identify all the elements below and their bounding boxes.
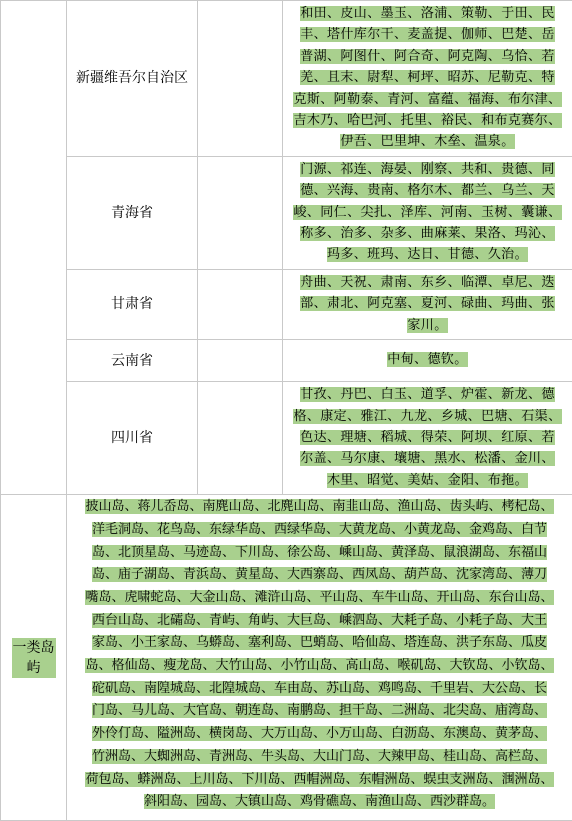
- island-line-text: 西台山岛、北礵岛、青屿、角屿、大巨岛、嵊泗岛、大耗子岛、小耗子岛、大王: [92, 613, 547, 628]
- county-line-text: 称多、治多、杂多、曲麻莱、果洛、玛沁、: [300, 226, 555, 241]
- county-line: [289, 406, 566, 427]
- island-line: [69, 632, 570, 655]
- category-blank-cell: [1, 1, 67, 495]
- county-line-text: 峻、同仁、尖扎、泽库、河南、玉树、囊谦、: [293, 205, 561, 220]
- table-row: [1, 340, 572, 382]
- county-line-text: 格、康定、雅江、九龙、乡城、巴塘、石渠、: [293, 409, 561, 424]
- county-line-text: 羌、且末、尉犁、柯坪、昭苏、尼勒克、特: [300, 70, 555, 85]
- county-line-text: 伊吾、巴里坤、木垒、温泉。: [340, 134, 514, 149]
- county-list-cell: [283, 382, 572, 495]
- county-line: [289, 272, 566, 293]
- county-line-text: 和田、皮山、墨玉、洛浦、策勒、于田、民: [300, 6, 555, 21]
- county-line-text: 普湖、阿图什、阿合奇、阿克陶、乌恰、若: [300, 49, 555, 64]
- county-line: [289, 223, 566, 244]
- county-line: [289, 293, 566, 314]
- region-name: 青海省: [111, 205, 153, 221]
- county-line: [289, 315, 566, 336]
- island-line-text: 家岛、小王家岛、乌蟒岛、塞利岛、巴蛸岛、哈仙岛、塔连岛、洪子东岛、瓜皮: [92, 635, 547, 650]
- county-line-text: 家川。: [407, 318, 447, 333]
- table-row: [1, 269, 572, 339]
- island-line: [69, 723, 570, 746]
- island-line: [69, 700, 570, 723]
- island-line: [69, 519, 570, 542]
- county-list-cell: [283, 156, 572, 269]
- county-line: [289, 131, 566, 152]
- island-line-text: 门岛、马儿岛、大官岛、朝连岛、南鹏岛、担干岛、二洲岛、北尖岛、庙湾岛、: [92, 703, 547, 718]
- island-line: [69, 791, 570, 814]
- region-name: 云南省: [111, 353, 153, 369]
- blank-cell: [198, 382, 283, 495]
- island-line-text: 砣矶岛、南隍城岛、北隍城岛、车由岛、苏山岛、鸡鸣岛、千里岩、大公岛、长: [92, 681, 547, 696]
- region-name: 甘肃省: [111, 296, 153, 312]
- county-line: [289, 349, 566, 370]
- county-line-text: 甘孜、丹巴、白玉、道孚、炉霍、新龙、德: [300, 387, 555, 402]
- region-name-cell: [67, 382, 198, 495]
- county-line: [289, 244, 566, 265]
- county-line-text: 德、兴海、贵南、格尔木、都兰、乌兰、天: [300, 183, 555, 198]
- island-line-text: 披山岛、蒋儿岙岛、南麂山岛、北麂山岛、南韭山岛、渔山岛、齿头屿、栲杞岛、: [85, 499, 553, 514]
- blank-cell: [198, 269, 283, 339]
- county-line-text: 克斯、阿勒泰、青河、富蕴、福海、布尔津、: [293, 92, 561, 107]
- county-line-text: 中甸、德钦。: [387, 352, 467, 367]
- county-line-text: 色达、理塘、稻城、得荣、阿坝、红原、若: [300, 430, 555, 445]
- county-line: [289, 67, 566, 88]
- island-line-text: 岛、格仙岛、瘦龙岛、大竹山岛、小竹山岛、高山岛、喉矶岛、大钦岛、小钦岛、: [85, 658, 553, 673]
- county-line-text: 尔盖、马尔康、壤塘、黑水、松潘、金川、: [300, 451, 555, 466]
- county-line: [289, 46, 566, 67]
- island-line: [69, 542, 570, 565]
- region-name-cell: [67, 269, 198, 339]
- county-list-cell: [283, 269, 572, 339]
- county-line-text: 玛多、班玛、达日、甘德、久治。: [327, 247, 528, 262]
- region-name: 新疆维吾尔自治区: [76, 70, 188, 86]
- county-list-cell: [283, 1, 572, 157]
- island-line-text: 嘴岛、虎啸蛇岛、大金山岛、滩浒山岛、平山岛、车牛山岛、开山岛、东台山岛、: [85, 590, 553, 605]
- county-line: [289, 202, 566, 223]
- island-line-text: 洋毛洞岛、花鸟岛、东绿华岛、西绿华岛、大黄龙岛、小黄龙岛、金鸡岛、白节: [92, 522, 547, 537]
- county-line: [289, 159, 566, 180]
- county-line-text: 木里、昭觉、美姑、金阳、布拖。: [327, 473, 528, 488]
- island-line-text: 竹洲岛、大蜘洲岛、青洲岛、牛头岛、大山门岛、大辣甲岛、桂山岛、高栏岛、: [92, 749, 547, 764]
- county-line: [289, 384, 566, 405]
- county-line: [289, 448, 566, 469]
- island-line-text: 外伶仃岛、隘洲岛、横岗岛、大万山岛、小万山岛、白沥岛、东澳岛、黄茅岛、: [92, 726, 547, 741]
- county-line: [289, 89, 566, 110]
- county-line-text: 丰、塔什库尔干、麦盖提、伽师、巴楚、岳: [300, 27, 555, 42]
- table-row: [1, 1, 572, 157]
- county-line-text: 部、肃北、阿克塞、夏河、碌曲、玛曲、张: [300, 296, 555, 311]
- county-list-cell: [283, 340, 572, 382]
- county-line-text: 舟曲、天祝、肃南、东乡、临潭、卓尼、迭: [300, 275, 555, 290]
- county-line: [289, 180, 566, 201]
- island-line: [69, 678, 570, 701]
- island-line-text: 岛、北顶星岛、马迹岛、下川岛、徐公岛、嵊山岛、黄泽岛、鼠浪湖岛、东福山: [92, 545, 547, 560]
- region-name-cell: [67, 340, 198, 382]
- island-line: [69, 496, 570, 519]
- county-line: [289, 470, 566, 491]
- county-line-text: 吉木乃、哈巴河、托里、裕民、和布克赛尔、: [293, 113, 561, 128]
- blank-cell: [198, 1, 283, 157]
- table-row: [1, 382, 572, 495]
- category-label: 一类岛屿: [12, 638, 56, 678]
- island-line: [69, 587, 570, 610]
- island-line-text: 岛、庙子湖岛、青浜岛、黄星岛、大西寨岛、西凤岛、葫芦岛、沈家湾岛、薄刀: [92, 567, 547, 582]
- county-line: [289, 110, 566, 131]
- blank-cell: [198, 340, 283, 382]
- county-line-text: 门源、祁连、海晏、刚察、共和、贵德、同: [300, 162, 555, 177]
- region-name-cell: [67, 1, 198, 157]
- island-line-text: 荷包岛、蟒洲岛、上川岛、下川岛、西帽洲岛、东帽洲岛、蜈虫支洲岛、涠洲岛、: [85, 772, 553, 787]
- county-line: [289, 24, 566, 45]
- blank-cell: [198, 156, 283, 269]
- island-line: [69, 746, 570, 769]
- county-line: [289, 3, 566, 24]
- island-line: [69, 655, 570, 678]
- table-body: [1, 1, 572, 821]
- county-line: [289, 427, 566, 448]
- region-name: 四川省: [111, 430, 153, 446]
- table-row: [1, 156, 572, 269]
- island-line: [69, 564, 570, 587]
- region-name-cell: [67, 156, 198, 269]
- island-line-text: 斜阳岛、园岛、大镇山岛、鸡骨礁岛、南渔山岛、西沙群岛。: [144, 794, 495, 809]
- island-line: [69, 610, 570, 633]
